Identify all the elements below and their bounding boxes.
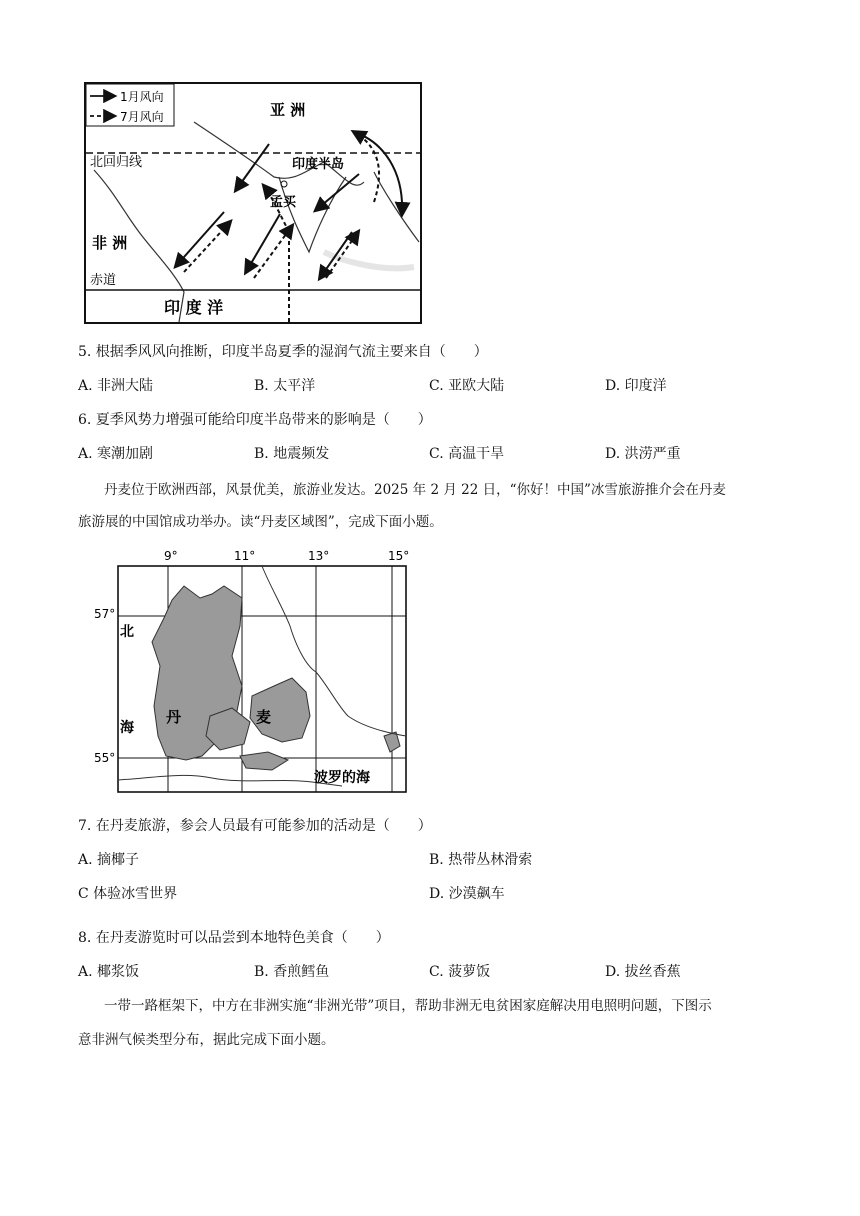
lat-55-label: 55° [94,751,116,765]
q7-option-c[interactable]: C 体验冰雪世界 [78,886,178,902]
north-sea-label-north: 北 [120,624,134,640]
q5-option-a[interactable]: A. 非洲大陆 [78,378,154,394]
africa-label: 非 洲 [92,234,128,252]
question-7-stem: 7. 在丹麦旅游，参会人员最有可能参加的活动是（ ） [78,818,432,834]
denmark-label-mai: 麦 [256,708,272,726]
india-peninsula-label: 印度半岛 [292,157,345,172]
q7-option-b[interactable]: B. 热带丛林滑索 [429,852,533,868]
monsoon-map [84,82,424,326]
svg-text:7月风向: 7月风向 [120,110,164,124]
q7-option-a[interactable]: A. 摘椰子 [78,852,140,868]
mumbai-label: 孟买 [270,195,297,210]
q5-option-c[interactable]: C. 亚欧大陆 [429,378,505,394]
equator-label: 赤道 [90,273,117,288]
indian-ocean-label: 印 度 洋 [164,298,224,317]
q5-option-d[interactable]: D. 印度洋 [605,378,667,394]
lat-57-label: 57° [94,607,116,621]
q6-option-c[interactable]: C. 高温干旱 [429,446,505,462]
denmark-map [92,546,412,796]
denmark-intro-line-2: 旅游展的中国馆成功举办。读“丹麦区域图”，完成下面小题。 [78,514,443,530]
q8-option-b[interactable]: B. 香煎鳕鱼 [254,964,330,980]
q6-option-a[interactable]: A. 寒潮加剧 [78,446,154,462]
lon-11-label: 11° [234,549,256,563]
lon-13-label: 13° [308,549,330,563]
africa-intro-line-2: 意非洲气候类型分布，据此完成下面小题。 [78,1032,335,1048]
tropic-label: 北回归线 [90,155,143,170]
question-5-stem: 5. 根据季风风向推断，印度半岛夏季的湿润气流主要来自（ ） [78,344,488,360]
lon-9-label: 9° [164,549,178,563]
q8-option-d[interactable]: D. 拔丝香蕉 [605,964,681,980]
africa-intro-line-1: 一带一路框架下，中方在非洲实施“非洲光带”项目，帮助非洲无电贫困家庭解决用电照明问题，下图示 [104,998,712,1014]
q8-option-a[interactable]: A. 椰浆饭 [78,964,140,980]
lon-15-label: 15° [388,549,410,563]
q7-option-d[interactable]: D. 沙漠飙车 [429,886,505,902]
question-8-stem: 8. 在丹麦游览时可以品尝到本地特色美食（ ） [78,930,390,946]
denmark-intro-line-1: 丹麦位于欧洲西部，风景优美，旅游业发达。2025 年 2 月 22 日，“你好！中国”冰雪旅游推介会在丹麦 [104,482,726,498]
q6-option-d[interactable]: D. 洪涝严重 [605,446,681,462]
svg-text:1月风向: 1月风向 [120,90,164,104]
question-6-stem: 6. 夏季风势力增强可能给印度半岛带来的影响是（ ） [78,412,432,428]
denmark-label-dan: 丹 [166,708,182,726]
north-sea-label-sea: 海 [120,720,134,736]
baltic-sea-label: 波罗的海 [314,770,370,786]
q5-option-b[interactable]: B. 太平洋 [254,378,316,394]
q8-option-c[interactable]: C. 菠萝饭 [429,964,491,980]
asia-label: 亚 洲 [270,101,306,119]
q6-option-b[interactable]: B. 地震频发 [254,446,330,462]
